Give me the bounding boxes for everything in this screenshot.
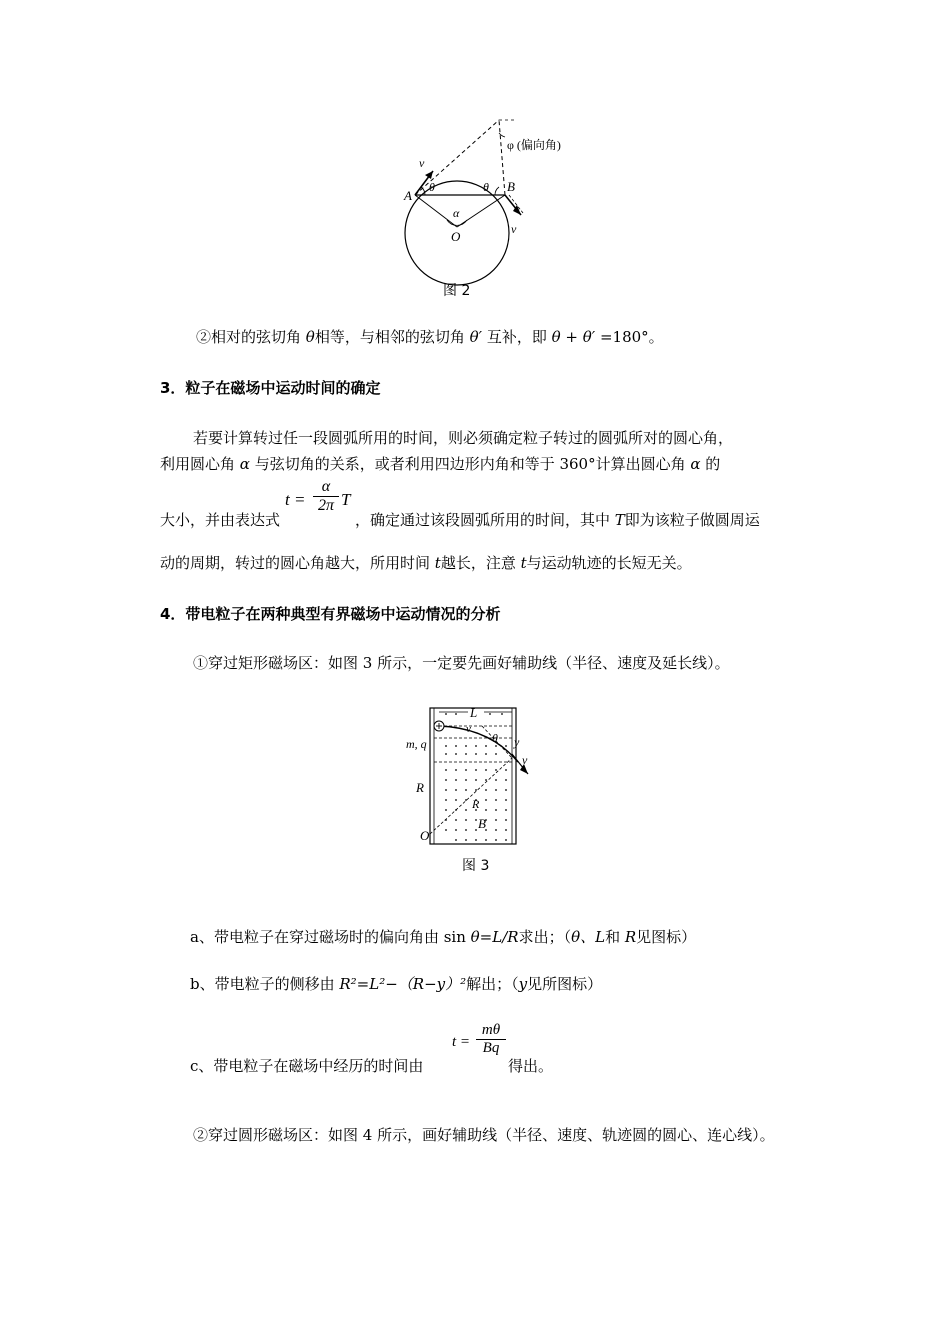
figure-2-label-v-right: v bbox=[511, 222, 517, 236]
section-4-line-1: ①穿过矩形磁场区：如图 3 所示，一定要先画好辅助线（半径、速度及延长线）。 bbox=[193, 654, 730, 672]
section-3-line-2: 利用圆心角 α 与弦切角的关系，或者利用四边形内角和等于 360°计算出圆心角 α 的 bbox=[160, 455, 721, 473]
figure-3-label-v-top: v bbox=[466, 723, 471, 735]
formula-time-mtheta-numerator: mθ bbox=[481, 1022, 501, 1038]
figure-3-label-theta: θ bbox=[492, 731, 498, 745]
formula-time-alpha-rhs: T bbox=[341, 490, 351, 509]
formula-time-mtheta-fraction bbox=[476, 1022, 506, 1057]
figure-2-label-theta-left: θ bbox=[429, 180, 435, 194]
figure-3-label-r-left: R bbox=[416, 780, 424, 795]
figure-2-label-alpha: α bbox=[453, 206, 460, 220]
formula-time-alpha-denominator: 2π bbox=[317, 497, 334, 514]
formula-time-mtheta-denominator: Bq bbox=[482, 1040, 500, 1056]
figure-2-phi-label: φ (偏向角) bbox=[507, 138, 561, 152]
section-3-line-3: 大小，并由表达式 bbox=[160, 511, 281, 529]
section-3-line-1: 若要计算转过任一段圆弧所用的时间，则必须确定粒子转过的圆弧所对的圆心角， bbox=[193, 429, 734, 447]
item-a: a、带电粒子在穿过磁场时的偏向角由 sin θ=L/R求出；（θ、L和 R见图标） bbox=[190, 928, 697, 946]
item-b: b、带电粒子的侧移由 R²=L²−（R−y）²解出；（y见所图标） bbox=[190, 975, 603, 993]
formula-time-alpha bbox=[285, 478, 355, 524]
section-3-line-3b: ，确定通过该段圆弧所用的时间，其中 T即为该粒子做圆周运 bbox=[355, 511, 760, 529]
item-c-tail: 得出。 bbox=[508, 1057, 554, 1075]
figure-3-label-mq: m, q bbox=[406, 737, 427, 751]
formula-time-alpha-numerator: α bbox=[321, 478, 331, 495]
formula-time-mtheta bbox=[452, 1022, 508, 1070]
figure-2-diagram bbox=[395, 115, 575, 305]
figure-3-label-b: B bbox=[478, 816, 486, 831]
item-c: c、带电粒子在磁场中经历的时间由 bbox=[190, 1057, 424, 1075]
figure-2-label-v-left: v bbox=[419, 156, 425, 170]
figure-3-caption: 图 3 bbox=[462, 858, 490, 874]
circular-field-paragraph: ②穿过圆形磁场区：如图 4 所示，画好辅助线（半径、速度、轨迹圆的圆心、连心线）。 bbox=[193, 1126, 775, 1144]
formula-time-alpha-lhs: t = bbox=[285, 490, 306, 509]
figure-2-label-theta-right: θ bbox=[483, 180, 489, 194]
figure-2-label-b: B bbox=[507, 179, 515, 194]
section-4-heading: 4．带电粒子在两种典型有界磁场中运动情况的分析 bbox=[160, 605, 501, 623]
figure-2-label-o: O bbox=[451, 229, 461, 244]
chord-tangent-angle-paragraph: ②相对的弦切角 θ相等，与相邻的弦切角 θ′ 互补，即 θ + θ′ =180°。 bbox=[196, 328, 664, 346]
formula-time-alpha-fraction bbox=[313, 478, 339, 515]
section-3-heading: 3．粒子在磁场中运动时间的确定 bbox=[160, 379, 381, 397]
figure-3 bbox=[406, 700, 560, 850]
figure-2 bbox=[395, 115, 575, 305]
figure-3-label-o: O bbox=[420, 828, 430, 843]
section-3-line-4: 动的周期，转过的圆心角越大，所用时间 t越长，注意 t与运动轨迹的长短无关。 bbox=[160, 554, 692, 572]
figure-3-label-r-inner: R bbox=[472, 797, 480, 811]
figure-3-label-v-right: v bbox=[522, 753, 528, 767]
figure-2-caption: 图 2 bbox=[443, 283, 471, 299]
figure-3-diagram bbox=[406, 700, 560, 850]
figure-3-label-l: L bbox=[470, 705, 478, 720]
formula-time-mtheta-lhs: t = bbox=[452, 1034, 471, 1050]
figure-2-label-a: A bbox=[404, 188, 412, 203]
figure-3-label-y: y bbox=[514, 735, 520, 749]
